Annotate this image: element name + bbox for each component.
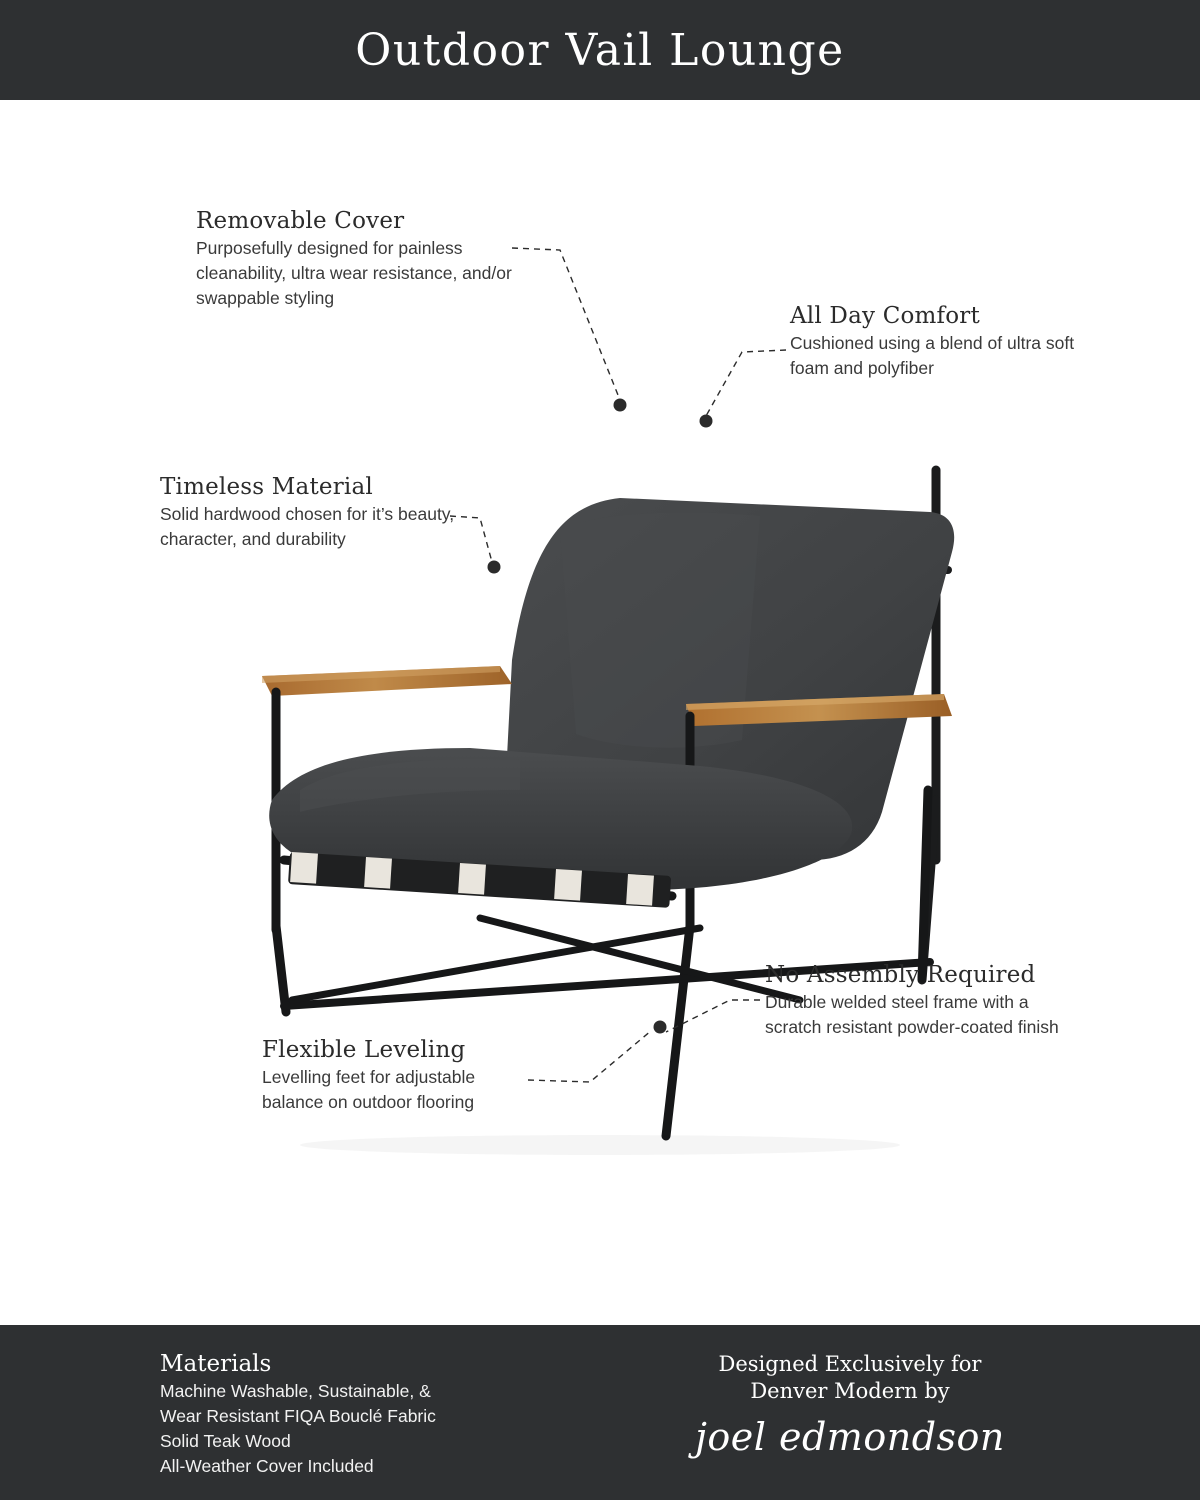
callout-body: Cushioned using a blend of ultra soft foam and polyfiber (790, 333, 1075, 378)
callout-title: Timeless Material (160, 474, 373, 500)
designer-credit-line-2: Denver Modern by (750, 1378, 950, 1403)
designer-credit-line-1: Designed Exclusively for (718, 1352, 982, 1376)
callout-title: All Day Comfort (790, 303, 980, 329)
page-title: Outdoor Vail Lounge (355, 24, 845, 76)
chair-illustration (0, 100, 1200, 1325)
callout-title: Removable Cover (196, 208, 405, 234)
page-header (0, 0, 1200, 100)
callout-title: Flexible Leveling (262, 1037, 466, 1063)
callout-removable-cover (196, 208, 526, 311)
materials-line: Machine Washable, Sustainable, & (160, 1381, 431, 1401)
callout-body: Durable welded steel frame with a scratch resistant powder-coated finish (765, 992, 1059, 1037)
callout-body: Levelling feet for adjustable balance on outdoor flooring (262, 1067, 476, 1112)
designer-signature: joel edmondson (695, 1414, 1005, 1459)
materials-title: Materials (160, 1351, 272, 1377)
callout-all-day-comfort (790, 303, 1090, 381)
callout-body: Solid hardwood chosen for it’s beauty, character, and durability (160, 504, 455, 549)
callout-body: Purposefully designed for painless cleanability, ultra wear resistance, and/or swappable styling (196, 238, 512, 308)
materials-line: All-Weather Cover Included (160, 1455, 374, 1476)
materials-line: Solid Teak Wood (160, 1430, 291, 1451)
materials-line: Wear Resistant FIQA Bouclé Fabric (160, 1405, 436, 1426)
designer-credit-block (650, 1351, 1050, 1459)
page-footer (0, 1325, 1200, 1500)
callout-flexible-leveling (262, 1037, 522, 1115)
callout-title: No Assembly Required (765, 962, 1036, 988)
materials-block (160, 1351, 640, 1478)
callout-timeless-material (160, 474, 470, 552)
callout-no-assembly-required (765, 962, 1075, 1040)
materials-list (160, 1379, 640, 1478)
product-diagram-stage (0, 100, 1200, 1325)
